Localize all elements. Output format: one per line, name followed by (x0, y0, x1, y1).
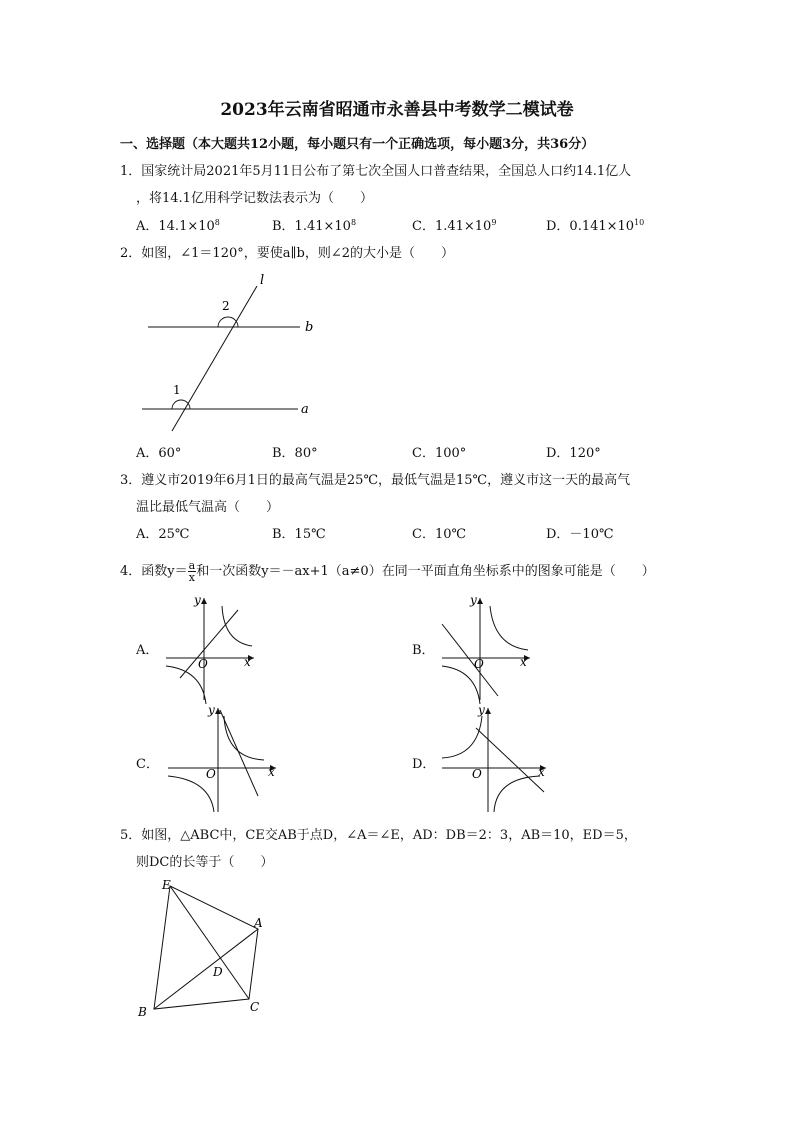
svg-text:A: A (254, 916, 263, 930)
q1-stem-line2: ，将14.1亿用科学记数法表示为（ ） (136, 191, 373, 206)
svg-text:B: B (138, 1005, 147, 1019)
line-b-label: b (305, 320, 314, 335)
q5-triangle-figure (130, 875, 280, 1025)
q1-option-c[interactable]: C．$1.41\times 10^9$ (412, 218, 497, 234)
q4-option-a-label[interactable]: A． (136, 643, 159, 658)
q2-option-a[interactable]: A．60° (136, 446, 182, 461)
svg-text:O: O (472, 767, 482, 781)
q4-graph-d[interactable] (436, 702, 556, 817)
svg-text:O: O (198, 657, 208, 671)
q2-parallel-lines-figure (130, 270, 330, 440)
q3-option-b[interactable]: B．15℃ (272, 527, 326, 542)
svg-text:x: x (268, 765, 275, 779)
q2-stem: 2．如图，∠1＝120°，要使a∥b，则∠2的大小是（ ） (120, 246, 454, 261)
q2-option-d[interactable]: D．120° (546, 446, 601, 461)
section-heading: 一、选择题（本大题共12小题，每小题只有一个正确选项，每小题3分，共36分） (120, 137, 595, 152)
q1-option-b[interactable]: B．$1.41\times 10^8$ (272, 218, 357, 234)
svg-text:C: C (250, 1000, 260, 1014)
line-l-label: l (260, 273, 265, 288)
q4-option-c-label[interactable]: C． (136, 757, 159, 772)
exam-title: 2023年云南省昭通市永善县中考数学二模试卷 (220, 100, 574, 120)
q3-stem-line2: 温比最低气温高（ ） (136, 500, 280, 515)
fraction-a-over-x: $\frac{a}{x}$ (188, 559, 196, 584)
q3-option-a[interactable]: A．25℃ (136, 527, 190, 542)
line-a-label: a (301, 402, 309, 417)
svg-text:D: D (213, 965, 223, 979)
svg-text:x: x (244, 655, 251, 669)
q4-graph-a[interactable] (160, 592, 270, 707)
q5-stem-line2: 则DC的长等于（ ） (136, 855, 274, 870)
svg-text:E: E (162, 878, 171, 892)
q3-option-d[interactable]: D．－10℃ (546, 527, 614, 542)
svg-text:y: y (208, 703, 215, 717)
q1-option-a[interactable]: A．$14.1\times 10^8$ (136, 218, 220, 234)
q3-stem-line1: 3．遵义市2019年6月1日的最高气温是25℃，最低气温是15℃，遵义市这一天的最高气 (120, 473, 631, 488)
q4-option-b-label[interactable]: B． (412, 643, 435, 658)
q1-stem-line1: 1．国家统计局2021年5月11日公布了第七次全国人口普查结果，全国总人口约14.1亿人 (120, 164, 632, 179)
svg-text:x: x (520, 655, 527, 669)
q2-option-c[interactable]: C．100° (412, 446, 467, 461)
q4-graph-b[interactable] (436, 592, 546, 707)
svg-text:y: y (470, 593, 477, 607)
q3-option-c[interactable]: C．10℃ (412, 527, 467, 542)
svg-text:x: x (538, 765, 545, 779)
q2-option-b[interactable]: B．80° (272, 446, 318, 461)
q5-stem-line1: 5．如图，△ABC中，CE交AB于点D，∠A＝∠E，AD：DB＝2：3，AB＝10，ED＝5， (120, 828, 637, 843)
q4-option-d-label[interactable]: D． (412, 757, 436, 772)
q4-stem: 4．函数y＝ $\frac{a}{x}$ 和一次函数y＝－ax+1（a≠0）在同一平面直角坐标系中的图象可能是（ ） (120, 559, 655, 584)
svg-text:y: y (194, 593, 201, 607)
svg-text:O: O (474, 657, 484, 671)
angle-1-label: 1 (173, 383, 181, 397)
svg-text:O: O (206, 767, 216, 781)
q1-option-d[interactable]: D．$0.141\times 10^{10}$ (546, 218, 645, 234)
svg-text:y: y (478, 703, 485, 717)
q4-graph-c[interactable] (160, 702, 280, 817)
angle-2-label: 2 (222, 299, 230, 313)
